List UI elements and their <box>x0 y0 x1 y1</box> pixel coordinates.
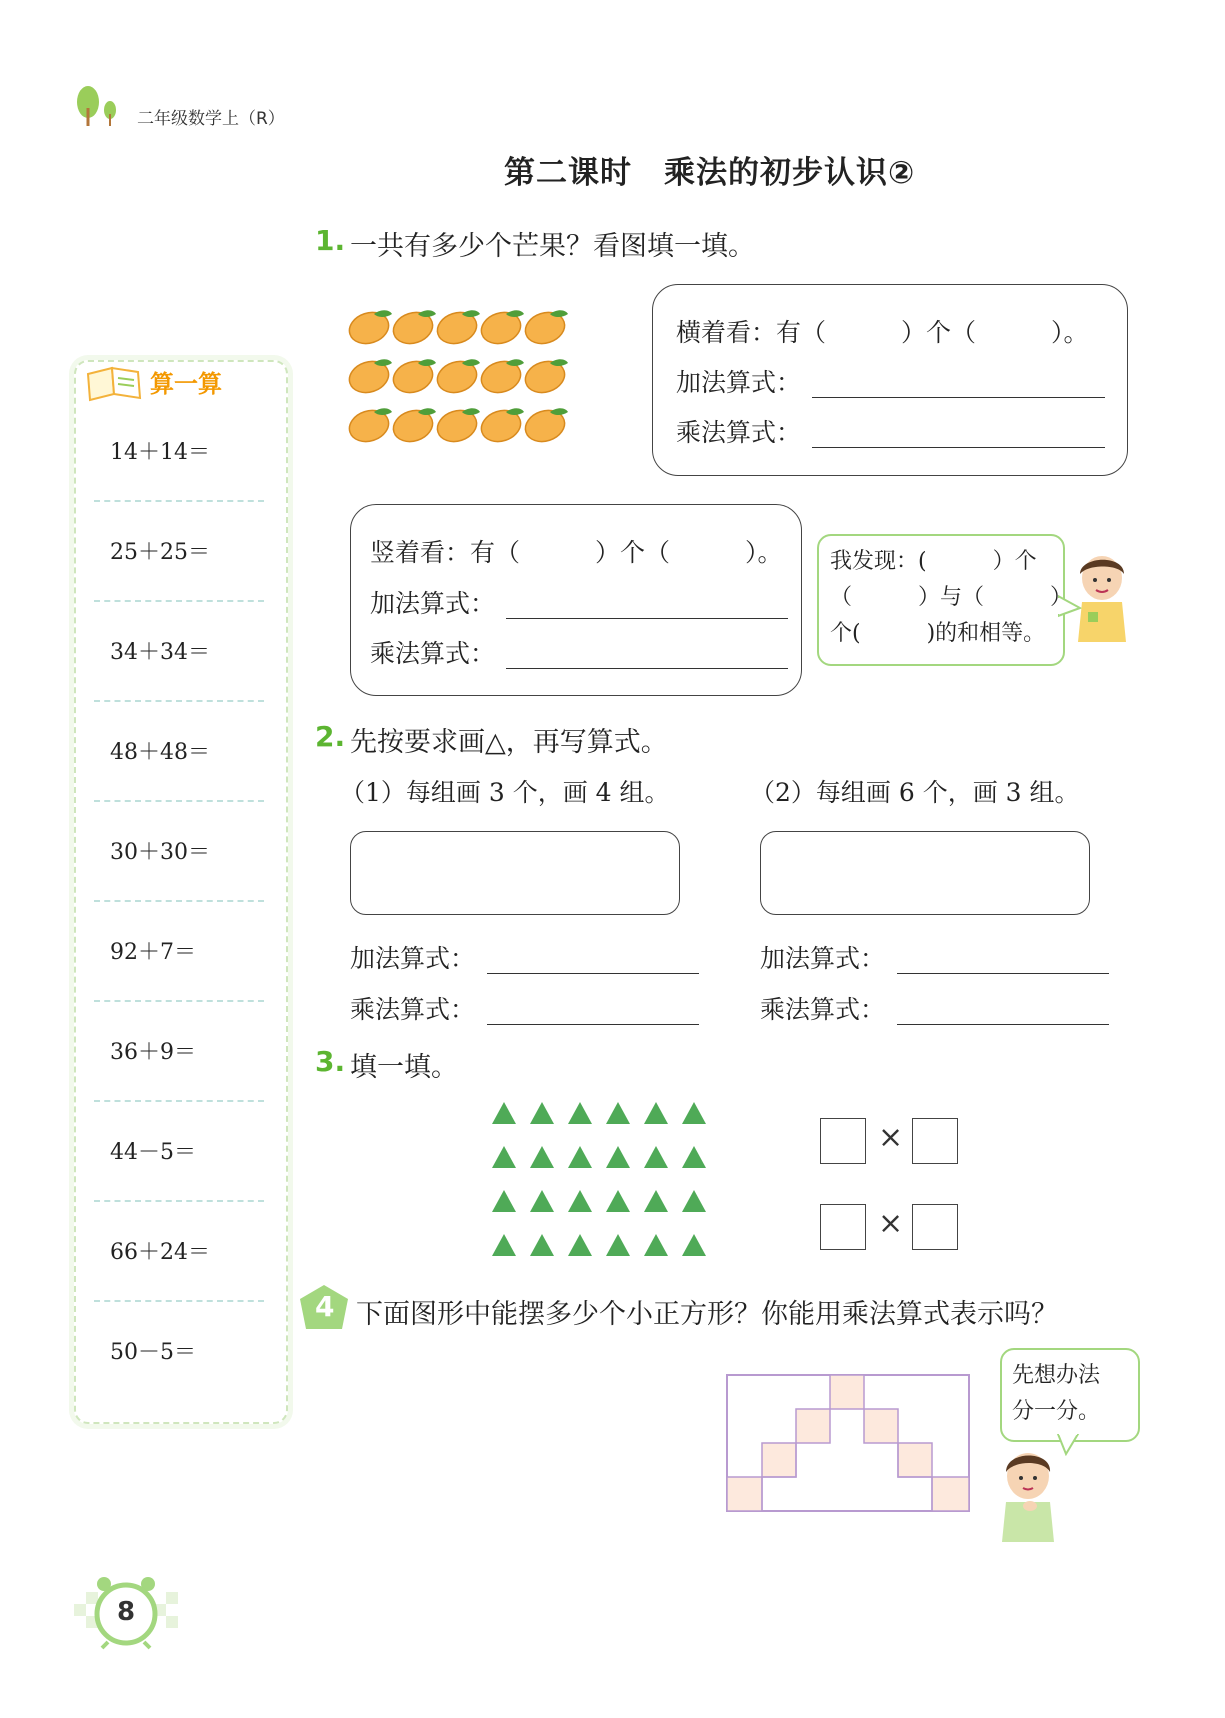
discovery-line-2: （ ）与（ ） <box>830 585 1073 610</box>
q4-number: 4 <box>315 1290 335 1323</box>
triangle-shape <box>530 1146 554 1168</box>
book-label: 二年级数学上（R） <box>137 109 285 129</box>
triangle-shape <box>568 1234 592 1256</box>
calc-item: 25＋25＝ <box>110 540 210 565</box>
triangle-shape <box>530 1102 554 1124</box>
q1-number: 1. <box>315 224 346 257</box>
q1-text: 一共有多少个芒果？看图填一填。 <box>350 231 755 262</box>
multiplication-label: 乘法算式： <box>760 995 886 1024</box>
tree-logo-icon <box>70 84 126 130</box>
multiplication-label: 乘法算式： <box>370 639 496 668</box>
addition-label: 加法算式： <box>760 944 886 973</box>
triangle-shape <box>492 1102 516 1124</box>
mango-grid-image <box>348 306 573 456</box>
calc-divider <box>94 1300 264 1302</box>
page-number: 8 <box>117 1597 136 1627</box>
triangle-shape <box>492 1234 516 1256</box>
addition-label: 加法算式： <box>350 944 476 973</box>
calc-item: 34＋34＝ <box>110 640 210 665</box>
addition-answer-line[interactable] <box>897 973 1109 974</box>
calc-divider <box>94 1000 264 1002</box>
calc-item: 92＋7＝ <box>110 940 196 965</box>
multiplication-label: 乘法算式： <box>350 995 476 1024</box>
times-symbol: × <box>878 1206 904 1241</box>
calc-item: 50－5＝ <box>110 1340 196 1365</box>
triangle-shape <box>682 1234 706 1256</box>
triangle-grid <box>490 1100 710 1270</box>
triangle-shape <box>644 1146 668 1168</box>
triangle-shape <box>644 1190 668 1212</box>
book-icon <box>82 360 146 404</box>
calc-divider <box>94 1200 264 1202</box>
horizontal-view-line: 横着看：有（ ）个（ ）。 <box>676 318 1089 347</box>
q2-text: 先按要求画△，再写算式。 <box>350 727 668 758</box>
page-title: 第二课时 乘法的初步认识② <box>504 155 916 191</box>
triangle-shape <box>492 1146 516 1168</box>
triangle-shape <box>606 1234 630 1256</box>
vertical-view-line: 竖着看：有（ ）个（ ）。 <box>370 538 783 567</box>
hint-line-1: 先想办法 <box>1012 1363 1101 1388</box>
triangle-shape <box>682 1190 706 1212</box>
discovery-line-3: 个( )的和相等。 <box>830 621 1046 646</box>
sidebar-title: 算一算 <box>150 370 222 398</box>
answer-square[interactable] <box>820 1118 866 1164</box>
q3-number: 3. <box>315 1045 346 1078</box>
triangle-shape <box>568 1102 592 1124</box>
multiplication-answer-line[interactable] <box>506 668 788 669</box>
multiplication-answer-line[interactable] <box>897 1024 1109 1025</box>
addition-answer-line[interactable] <box>487 973 699 974</box>
triangle-shape <box>644 1234 668 1256</box>
addition-label: 加法算式： <box>370 589 496 618</box>
calc-item: 66＋24＝ <box>110 1240 210 1265</box>
answer-square[interactable] <box>820 1204 866 1250</box>
calc-divider <box>94 900 264 902</box>
q4-text: 下面图形中能摆多少个小正方形？你能用乘法算式表示吗？ <box>356 1299 1058 1330</box>
triangle-shape <box>606 1190 630 1212</box>
answer-square[interactable] <box>912 1204 958 1250</box>
addition-answer-line[interactable] <box>812 397 1105 398</box>
discovery-line-1: 我发现：( ）个 <box>830 549 1037 574</box>
calc-divider <box>94 1100 264 1102</box>
calc-divider <box>94 700 264 702</box>
triangle-shape <box>530 1190 554 1212</box>
calc-item: 48＋48＝ <box>110 740 210 765</box>
triangle-shape <box>682 1146 706 1168</box>
calc-item: 14＋14＝ <box>110 440 210 465</box>
addition-answer-line[interactable] <box>506 618 788 619</box>
drawing-box-part2[interactable] <box>760 831 1090 915</box>
triangle-shape <box>644 1102 668 1124</box>
q2-part2-instruction: （2）每组画 6 个，画 3 组。 <box>750 778 1080 807</box>
drawing-box-part1[interactable] <box>350 831 680 915</box>
triangle-shape <box>682 1102 706 1124</box>
calc-item: 44－5＝ <box>110 1140 196 1165</box>
calc-divider <box>94 600 264 602</box>
answer-square[interactable] <box>912 1118 958 1164</box>
multiplication-answer-line[interactable] <box>487 1024 699 1025</box>
triangle-shape <box>568 1190 592 1212</box>
triangle-shape <box>568 1146 592 1168</box>
addition-label: 加法算式： <box>676 368 802 397</box>
calc-divider <box>94 800 264 802</box>
staircase-figure <box>726 1374 972 1514</box>
triangle-shape <box>530 1234 554 1256</box>
multiplication-answer-line[interactable] <box>812 447 1105 448</box>
hint-line-2: 分一分。 <box>1012 1399 1101 1424</box>
q2-part1-instruction: （1）每组画 3 个，画 4 组。 <box>340 778 670 807</box>
calc-item: 30＋30＝ <box>110 840 210 865</box>
triangle-shape <box>606 1102 630 1124</box>
multiplication-label: 乘法算式： <box>676 418 802 447</box>
triangle-shape <box>606 1146 630 1168</box>
thinking-boy-illustration-icon <box>996 1446 1062 1546</box>
calc-item: 36＋9＝ <box>110 1040 196 1065</box>
calc-divider <box>94 500 264 502</box>
q2-number: 2. <box>315 720 346 753</box>
triangle-shape <box>492 1190 516 1212</box>
q3-text: 填一填。 <box>350 1052 458 1083</box>
times-symbol: × <box>878 1120 904 1155</box>
boy-illustration-icon <box>1066 550 1138 650</box>
